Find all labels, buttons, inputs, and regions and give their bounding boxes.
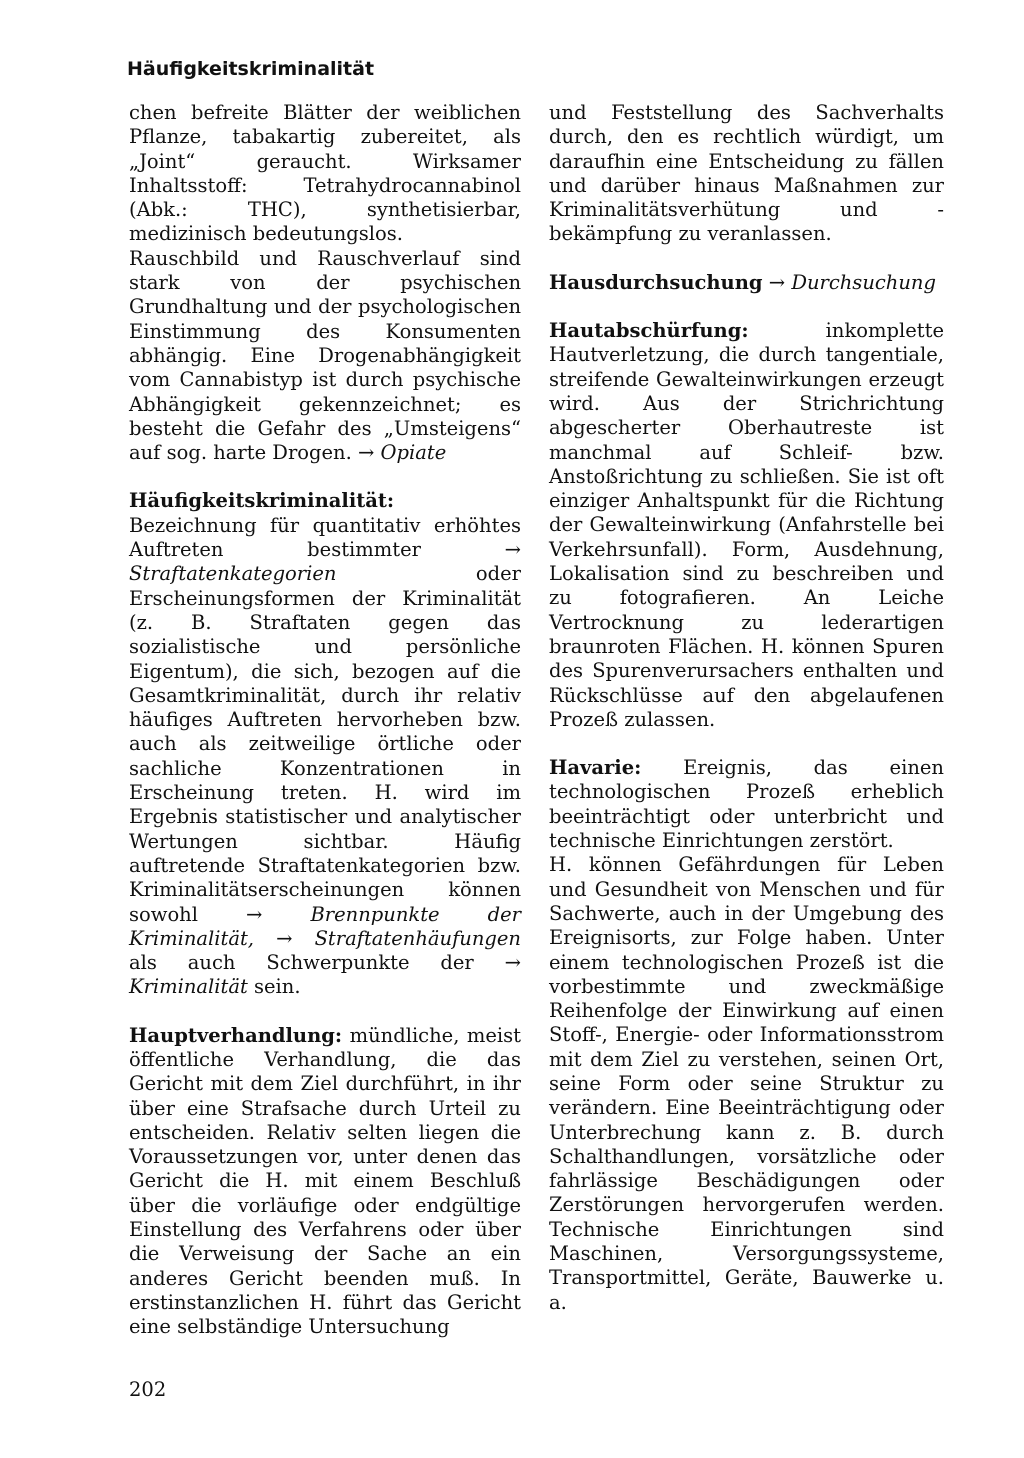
left-column — [129, 101, 521, 1340]
entry-text: Ereignis, das einen technologischen Prozeß erheblich beeinträchtigt oder unterbricht und technische Einrichtungen zerstört. — [549, 756, 944, 853]
hauptverhandlung-continuation: und Feststellung des Sachverhalts durch, den es rechtlich würdigt, um daraufhin eine Entscheidung zu fällen und darüber hinaus Maßnahmen zur Kriminalitätsverhütung und -bekämpfung zu veranlassen. — [549, 101, 944, 246]
cross-reference-straftatenhaeufungen: Straftatenhäufungen — [314, 926, 521, 950]
entry-headword: Häufigkeitskriminalität: — [129, 489, 395, 513]
cross-reference-arrow: → — [254, 926, 315, 950]
cross-reference-arrow: → — [351, 441, 381, 465]
entry-text: sein. — [247, 975, 301, 999]
cannabis-effects-text: Rauschbild und Rauschverlauf sind stark von der psychischen Grundhaltung und der psychologischen Einstimmung des Konsumenten abhängig. Eine Drogenabhängigkeit vom Cannabistyp ist durch psychische Abhängigkeit gekennzeichnet; es besteht die Gefahr des „Umsteigens“ auf sog. harte Drogen. — [129, 246, 521, 465]
entry-havarie — [549, 756, 944, 853]
right-column — [549, 101, 944, 1315]
cannabis-effects-paragraph — [129, 247, 521, 466]
entry-text: inkomplette Hautverletzung, die durch tangentiale, streifende Gewalteinwirkungen erzeugt wird. Aus der Strichrichtung abgescherter Oberhautreste ist manchmal auf Schleif- bzw. Anstoßrichtung zu schließen. Sie ist oft einziger Anhaltspunkt für die Richtung der Gewalteinwirkung (Anfahrstelle bei Verkehrsunfall). Form, Ausdehnung, Lokalisation sind zu beschreiben und zu fotografieren. An Leiche Vertrocknung zu lederartigen braunroten Flächen. H. können Spuren des Spurenverursachers enthalten und Rückschlüsse auf den abgelaufenen Prozeß zulassen. — [549, 319, 944, 731]
page-number: 202 — [129, 1378, 167, 1401]
entry-hautabschuerfung — [549, 319, 944, 732]
havarie-second-paragraph: H. können Gefährdungen für Leben und Gesundheit von Menschen und für Sachwerte, auch in der Umgebung des Ereignisorts, zur Folge haben. Unter einem technologischen Prozeß ist die vorbestimmte und zweckmäßige Reihenfolge der Einwirkung auf einen Stoff-, Energie- oder Informationsstrom mit dem Ziel zu verstehen, seinen Ort, seine Form oder seine Struktur zu verändern. Eine Beeinträchtigung oder Unterbrechung kann z. B. durch Schalthandlungen, vorsätzliche oder fahrlässige Beschädigungen oder Zerstörungen hervorgerufen werden. Technische Einrichtungen sind Maschinen, Versorgungssysteme, Transportmittel, Geräte, Bauwerke u. a. — [549, 853, 944, 1314]
cross-reference-arrow: → — [762, 270, 792, 294]
cross-reference-arrow: → — [504, 538, 521, 562]
cross-reference-durchsuchung: Durchsuchung — [791, 270, 936, 294]
entry-text: oder Erscheinungsformen der Kriminalität (z. B. Straftaten gegen das sozialistische und persönliche Eigentum), die sich, bezogen auf die Gesamtkriminalität, durch ihr relativ häufiges Auftreten hervorheben bzw. auch als zeitweilige örtliche oder sachliche Konzentrationen in Erscheinung treten. H. wird im Ergebnis statistischer und analytischer Wertungen sichtbar. Häufig auftretende Straftatenkategorien bzw. Kriminalitätserscheinungen können sowohl — [129, 562, 521, 926]
cross-reference-arrow: → — [246, 902, 311, 926]
cross-reference-arrow: → — [504, 951, 521, 975]
entry-hauptverhandlung — [129, 1024, 521, 1340]
running-head: Häufigkeitskriminalität — [127, 58, 375, 80]
cross-reference-opiate: Opiate — [380, 441, 447, 465]
entry-text: als auch Schwerpunkte der — [129, 951, 505, 975]
cross-reference-straftatenkategorien: Straftatenkategorien — [129, 562, 337, 586]
entry-hausdurchsuchung — [549, 271, 944, 295]
cannabis-continuation-paragraph: chen befreite Blätter der weiblichen Pflanze, tabakartig zubereitet, als „Joint“ geraucht. Wirksamer Inhaltsstoff: Tetrahydrocannabinol (Abk.: THC), synthetisierbar, medizinisch bedeutungslos. — [129, 101, 521, 246]
entry-text: Bezeichnung für quantitativ erhöhtes Auftreten bestimmter — [129, 513, 521, 562]
entry-haeufigkeitskriminalitaet — [129, 489, 521, 999]
cross-reference-kriminalitaet: Kriminalität — [129, 975, 248, 999]
entry-headword: Havarie: — [549, 756, 642, 780]
entry-text: mündliche, meist öffentliche Verhandlung, die das Gericht mit dem Ziel durchführt, in ihr über eine Strafsache durch Urteil zu entscheiden. Relativ selten liegen die Voraussetzungen vor, unter denen das Gericht die H. mit einem Beschluß über die vorläufige oder endgültige Einstellung des Verfahrens oder über die Verweisung der Sache an ein anderes Gericht beenden muß. In erstinstanzlichen H. führt das Gericht eine selbständige Untersuchung — [129, 1023, 521, 1339]
entry-headword: Hausdurchsuchung — [549, 270, 763, 294]
cross-reference-brennpunkte: Brennpunkte der Kriminalität, — [129, 902, 521, 950]
entry-headword: Hauptverhandlung: — [129, 1023, 343, 1047]
entry-headword: Hautabschürfung: — [549, 319, 749, 343]
